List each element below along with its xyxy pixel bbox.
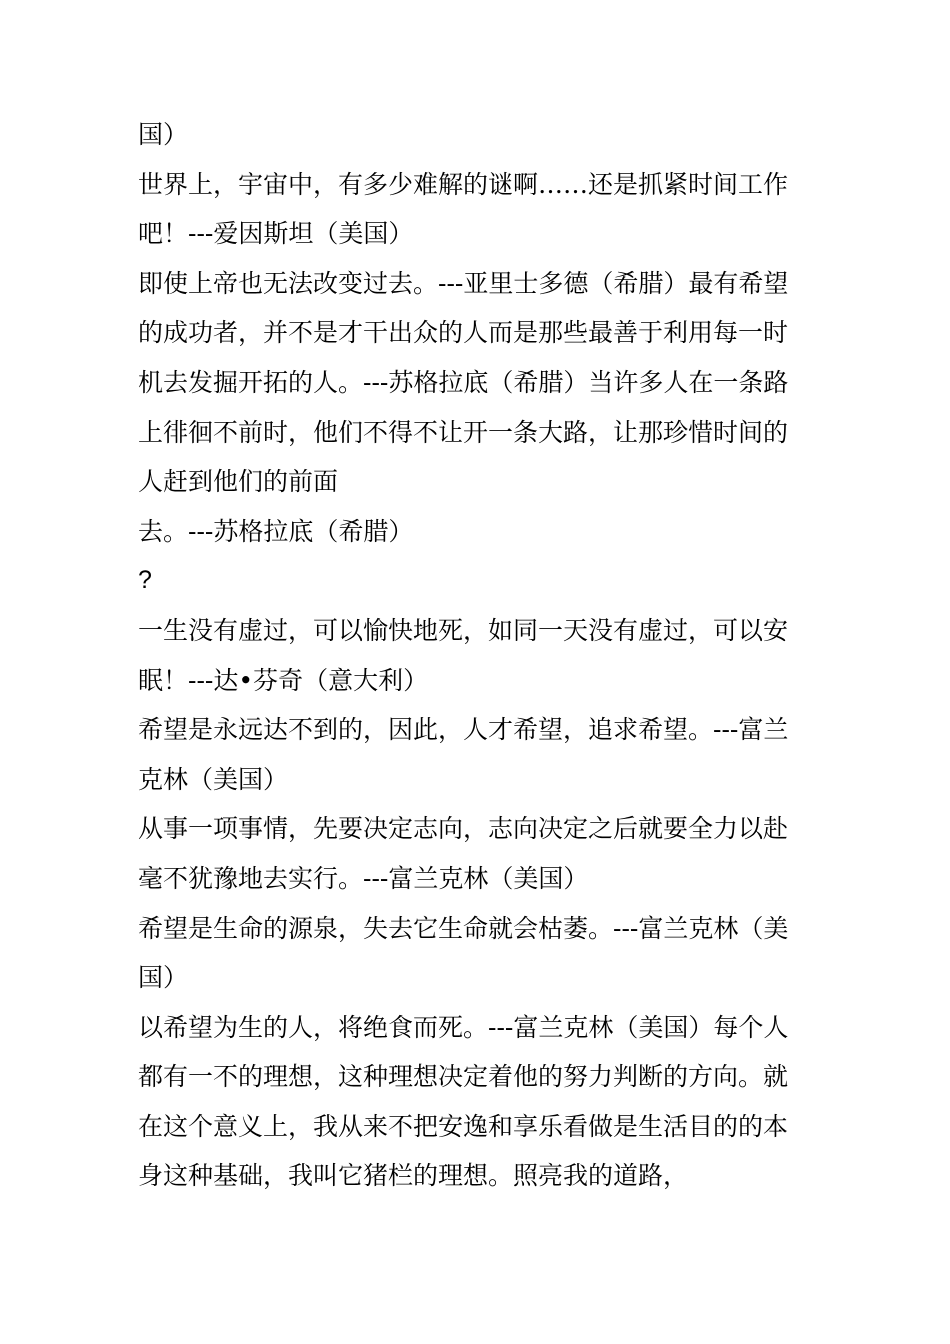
document-text: [138, 110, 818, 1201]
text-line: 去。---苏格拉底（希腊）: [138, 516, 414, 546]
text-line: 希望是永远达不到的，因此，人才希望，追求希望。---富兰: [138, 715, 789, 745]
text-line: 的成功者，并不是才干出众的人而是那些最善于利用每一时: [138, 318, 789, 348]
text-line: 身这种基础，我叫它猪栏的理想。照亮我的道路，: [138, 1161, 689, 1191]
text-line: 希望是生命的源泉，失去它生命就会枯萎。---富兰克林（美: [138, 913, 789, 943]
text-line: 都有一不的理想，这种理想决定着他的努力判断的方向。就: [138, 1062, 789, 1092]
text-line: 毫不犹豫地去实行。---富兰克林（美国）: [138, 863, 589, 893]
text-line: 吧！---爱因斯坦（美国）: [138, 219, 414, 249]
text-line: 上徘徊不前时，他们不得不让开一条大路，让那珍惜时间的: [138, 417, 789, 447]
text-line: 国）: [138, 120, 189, 149]
text-line: 机去发掘开拓的人。---苏格拉底（希腊）当许多人在一条路: [138, 367, 789, 397]
question-mark-line: ?: [138, 566, 152, 595]
text-line: 一生没有虚过，可以愉快地死，如同一天没有虚过，可以安: [138, 615, 789, 645]
text-line: 在这个意义上，我从来不把安逸和享乐看做是生活目的的本: [138, 1111, 789, 1141]
text-line: 眠！---达•芬奇（意大利）: [138, 665, 429, 695]
text-line: 以希望为生的人，将绝食而死。---富兰克林（美国）每个人: [138, 1012, 789, 1042]
text-line: 即使上帝也无法改变过去。---亚里士多德（希腊）最有希望: [138, 268, 789, 298]
text-line: 从事一项事情，先要决定志向，志向决定之后就要全力以赴: [138, 814, 789, 844]
text-line: 世界上，宇宙中，有多少难解的谜啊……还是抓紧时间工作: [138, 169, 789, 199]
text-line: 克林（美国）: [138, 764, 289, 794]
text-line: 国）: [138, 963, 189, 993]
text-line: 人赶到他们的前面: [138, 467, 339, 497]
